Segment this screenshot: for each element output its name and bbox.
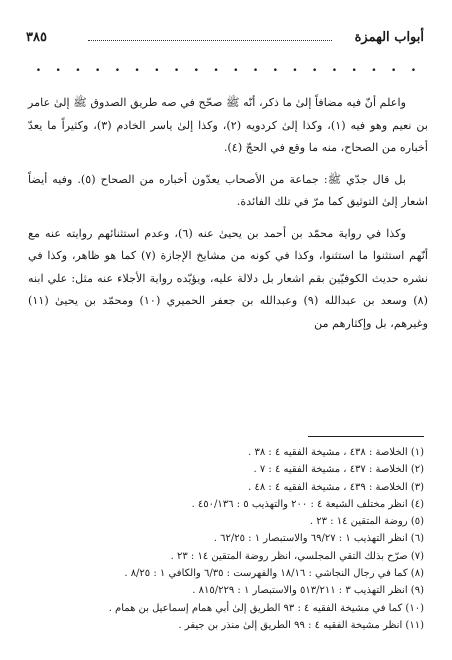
separator-dot: . [174,59,180,75]
footnote: (٦) انظر التهذيب ١ : ٦٩/٢٧ والاستبصار ١ : ٦٢/٢٥ . [213,533,424,545]
separator-dot: . [292,59,298,75]
separator-dot: . [193,59,199,75]
separator-dot: . [253,59,258,75]
dotted-separator [36,60,416,74]
separator-dot: . [233,59,239,75]
separator-dot: . [213,59,219,75]
footnote: (٥) روضة المتقين ١٤ : ٢٣ . [309,516,424,528]
separator-dot: . [55,59,61,75]
running-title: أبواب الهمزة [354,30,424,45]
footnotes [30,444,424,634]
page-header [26,30,424,54]
separator-dot: . [410,59,416,75]
separator-dot: . [391,59,397,75]
paragraph: واعلم أنّ فيه مضافاً إلىٰ ما ذكر، أنّه ﷺ صحّح في صه طريق الصدوق ﷺ إلىٰ عامر بن نعيم وهو فيه (١)، وكذا إلىٰ كردويه (٢)، وكذا إلىٰ ياسر الخادم (٣)، وكثيراً ما يعدّ أخباره من الصحاح، منه ما وقع في الحجّ (٤). [28,96,428,154]
separator-dot: . [154,59,160,75]
separator-dot: . [114,59,120,75]
footnote: (٤) انظر مختلف الشيعة ٤ : ٢٠٠ والتهذيب ٥ : ٤٥٠/١٣٦ . [191,498,424,510]
footnote: (١) الخلاصة : ٤٣٨ ، مشيخة الفقيه ٤ : ٣٨ . [248,447,424,458]
separator-dot: . [272,59,278,75]
separator-dot: . [95,59,101,75]
footnote: (٣) الخلاصة : ٤٣٩ ، مشيخة الفقيه ٤ : ٤٨ . [248,481,424,493]
footnote: (١٠) كما في مشيخة الفقيه ٤ : ٩٣ الطريق إلىٰ أبي همام إسماعيل بن همام . [108,602,424,614]
separator-dot: . [36,59,41,75]
footnote: (١١) انظر مشيخة الفقيه ٤ : ٩٩ الطريق إلىٰ منذر بن جيفر . [178,619,424,631]
separator-dot: . [75,59,81,75]
footnote: (٨) كما في رجال النجاشي : ١٨/١٦ والفهرست : ٦/٣٥ والكافي ١ : ٨/٢٥ . [124,568,424,580]
main-text [28,92,428,335]
paragraph: بل قال جدّي ﷺ: جماعة من الأصحاب يعدّون أخباره من الصحاح (٥). وفيه أيضاً اشعار إلىٰ التوثيق كما مرّ في تلك الفائدة. [28,172,428,208]
page-number: ٣٨٥ [26,30,47,45]
footnote: (٩) انظر التهذيب ٣ : ٥١٣/٢١١ والاستبصار ١ : ٨١٥/٢٢٩ . [192,585,424,597]
dot-leader [88,40,332,41]
separator-dot: . [351,59,357,75]
separator-dot: . [332,59,337,75]
footnote: (٢) الخلاصة : ٤٣٧ ، مشيخة الفقيه ٤ : ٧ . [253,464,424,476]
separator-dot: . [312,59,318,75]
paragraph: وكذا في رواية محمّد بن أحمد بن يحيىٰ عنه (٦)، وعدم استثنائهم روايته عنه مع أنّهم استثنوا ما استثنوا، وكذا في كونه من مشايخ الإجازة (٧) كما هو ظاهر، وكذا في نشره حديث الكوفيّين بقم اشعار بل دلالة عليه، ويؤيّده رواية الأجلاء عنه مثل: علي ابنه (٨) وسعد بن عبدالله (٩) وعبدالله بن جعفر الحميري (١٠) ومحمّد بن يحيىٰ (١١) وغيرهم، بل وإكثارهم من [28,226,429,330]
footnote: (٧) صرّح بذلك التقي المجلسي، انظر روضة المتقين ١٤ : ٢٣ . [170,550,424,562]
footnote-rule [308,436,424,437]
separator-dot: . [134,59,140,75]
separator-dot: . [371,59,377,75]
